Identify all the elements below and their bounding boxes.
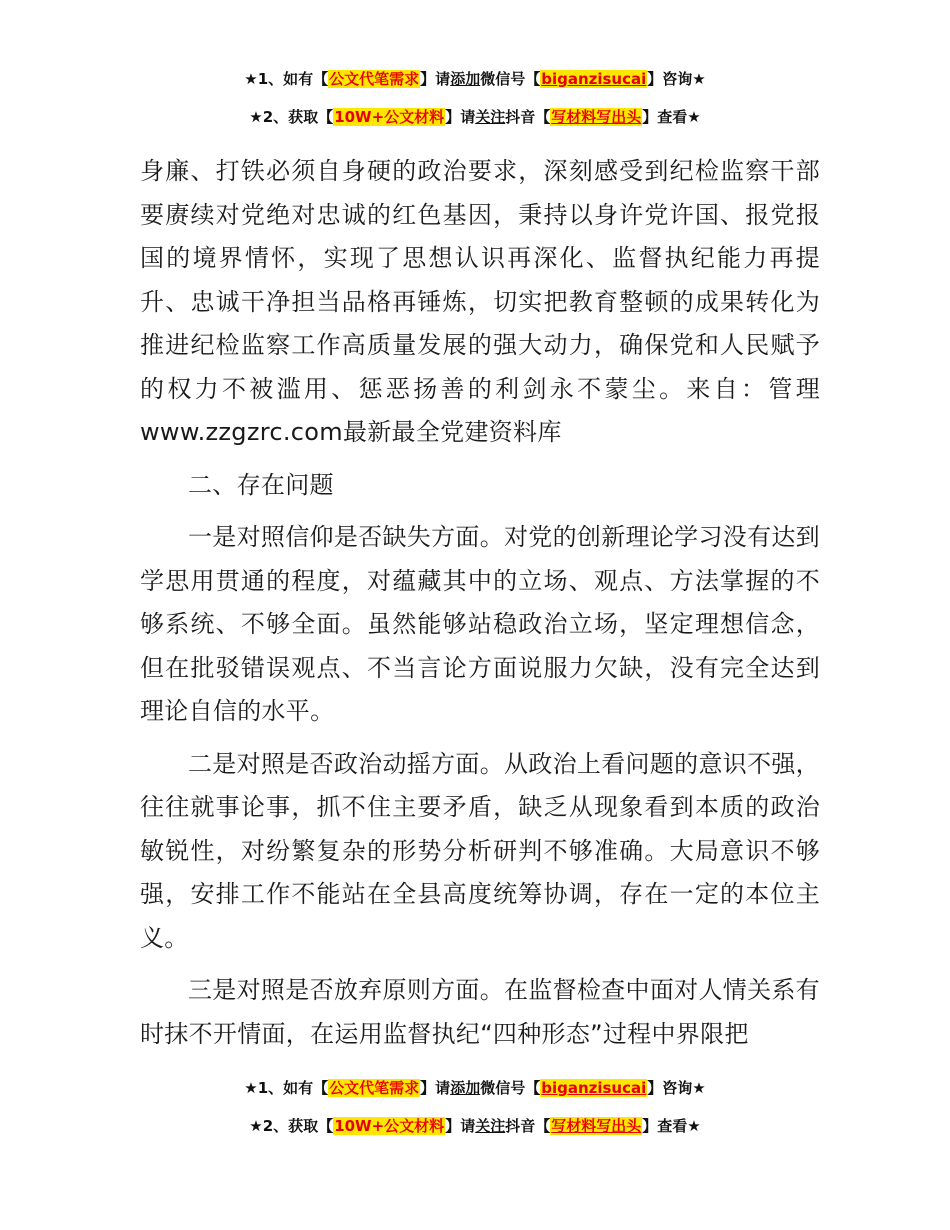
promo-text: 】查看★ xyxy=(642,1117,701,1135)
document-body xyxy=(140,150,820,1056)
promo-text: 】请 xyxy=(420,70,451,88)
highlight-douyin-id: 写材料写出头 xyxy=(551,108,642,126)
paragraph-issue-3: 三是对照是否放弃原则方面。在监督检查中面对人情关系有时抹不开情面，在运用监督执纪“四种形态”过程中界限把 xyxy=(140,976,820,1048)
header-promo-line-2 xyxy=(0,106,950,127)
promo-text: ★2、获取【 xyxy=(249,108,334,126)
section-heading: 二、存在问题 xyxy=(188,470,334,499)
highlight-service: 公文代笔需求 xyxy=(329,70,420,88)
promo-text: 抖音【 xyxy=(505,108,551,126)
promo-text: ★1、如有【 xyxy=(244,1079,329,1097)
promo-text: 微信号【 xyxy=(480,1079,541,1097)
promo-text: ★2、获取【 xyxy=(249,1117,334,1135)
highlight-materials: 10W+公文材料 xyxy=(334,108,445,126)
footer-promo-line-1 xyxy=(0,1077,950,1098)
highlight-wechat-id: biganzisucai xyxy=(541,70,647,88)
promo-text: 】请 xyxy=(445,1117,476,1135)
promo-text: 微信号【 xyxy=(480,70,541,88)
promo-text: 】咨询★ xyxy=(647,1079,706,1097)
footer-promo-line-2 xyxy=(0,1115,950,1136)
promo-text: 】咨询★ xyxy=(647,70,706,88)
paragraph-issue-1: 一是对照信仰是否缺失方面。对党的创新理论学习没有达到学思用贯通的程度，对蕴藏其中的立场、观点、方法掌握的不够系统、不够全面。虽然能够站稳政治立场，坚定理想信念，但在批驳错误观点、不当言论方面说服力欠缺，没有完全达到理论自信的水平。 xyxy=(140,523,820,725)
highlight-wechat-id: biganzisucai xyxy=(541,1079,647,1097)
highlight-service: 公文代笔需求 xyxy=(329,1079,420,1097)
promo-text: 】请 xyxy=(420,1079,451,1097)
underline-follow: 关注 xyxy=(475,108,506,126)
highlight-materials: 10W+公文材料 xyxy=(334,1117,445,1135)
underline-follow: 关注 xyxy=(475,1117,506,1135)
promo-text: ★1、如有【 xyxy=(244,70,329,88)
underline-add: 添加 xyxy=(450,70,481,88)
promo-text: 】查看★ xyxy=(642,108,701,126)
promo-text: 抖音【 xyxy=(505,1117,551,1135)
highlight-douyin-id: 写材料写出头 xyxy=(551,1117,642,1135)
paragraph-continuation: 身廉、打铁必须自身硬的政治要求，深刻感受到纪检监察干部要赓续对党绝对忠诚的红色基因，秉持以身许党许国、报党报国的境界情怀，实现了思想认识再深化、监督执纪能力再提升、忠诚干净担当品格再锤炼，切实把教育整顿的成果转化为推进纪检监察工作高质量发展的强大动力，确保党和人民赋予的权力不被滥用、惩恶扬善的利剑永不蒙尘。来自：管理www.zzgzrc.com最新最全党建资料库 xyxy=(140,157,820,446)
underline-add: 添加 xyxy=(450,1079,481,1097)
paragraph-issue-2: 二是对照是否政治动摇方面。从政治上看问题的意识不强，往往就事论事，抓不住主要矛盾，缺乏从现象看到本质的政治敏锐性，对纷繁复杂的形势分析研判不够准确。大局意识不够强，安排工作不能站在全县高度统筹协调，存在一定的本位主义。 xyxy=(140,749,820,952)
promo-text: 】请 xyxy=(445,108,476,126)
header-promo-line-1 xyxy=(0,68,950,89)
